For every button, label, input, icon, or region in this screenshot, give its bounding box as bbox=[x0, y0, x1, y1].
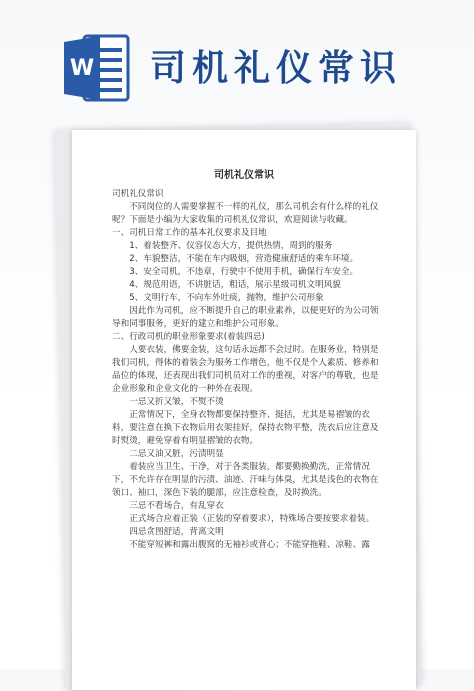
paragraph: 因此作为司机，应不断提升自己的职业素养，以便更好的为公司领导和同事服务，更好的建立和维护公司形象。 bbox=[112, 306, 379, 329]
paragraph: 着装应当卫生、干净，对于各类服装，都要勤换勤洗，正常情况下，不允许存在明显的污渍、油迹、汗味与体臭，尤其是浅色的衣物在领口、袖口，深色下装的腿部，应注意检查，及时换洗。 bbox=[112, 462, 379, 498]
list-item: 3、安全司机，不违章，行驶中不使用手机，确保行车安全。 bbox=[129, 267, 359, 277]
svg-text:W: W bbox=[69, 56, 95, 81]
document-page bbox=[72, 130, 416, 690]
subheading: 三忌不看场合，有乱穿衣 bbox=[129, 501, 224, 511]
paragraph: 人要衣装，佛要金装，这句话永远都不会过时。在服务业，特别是我们司机，得体的着装会为服务工作增色，他不仅是个人素质、修养和品位的体现，还表现出我们司机员对工作的重视，对客户的尊敬，也是企业形象和企业文化的一种外在表现。 bbox=[112, 345, 379, 394]
document-body bbox=[112, 188, 382, 552]
section-heading: 二、行政司机的职业形象要求(着装四忌) bbox=[112, 332, 265, 342]
list-item: 2、车貌整洁，不能在车内吸烟，营造健康舒适的乘车环境。 bbox=[129, 254, 359, 264]
paragraph: 正常情况下，全身衣物都要保持整齐、挺括，尤其是易褶皱的衣料，要注意在换下衣物后用衣架挂好，保持衣物平整，洗衣后应注意及时熨烫，避免穿着有明显褶皱的衣物。 bbox=[112, 410, 379, 446]
paragraph: 正式场合应着正装（正装的穿着要求），特殊场合要按要求着装。 bbox=[129, 514, 375, 524]
list-item: 1、着装整齐、仪容仪态大方，提供热情，周到的服务 bbox=[129, 241, 333, 251]
document-title: 司机礼仪常识 bbox=[150, 48, 403, 89]
word-document-icon bbox=[62, 32, 132, 104]
subheading: 二忌又油又脏，污渍明显 bbox=[129, 449, 224, 459]
page-header bbox=[0, 0, 474, 115]
paragraph: 不能穿短裤和露出腹窝的无袖衫或背心；不能穿拖鞋、凉鞋、露 bbox=[129, 540, 370, 550]
subheading: 四忌贪图舒适，背离文明 bbox=[129, 527, 224, 537]
paragraph: 不同岗位的人需要掌握不一样的礼仪，那么司机会有什么样的礼仪呢？下面是小编为大家收集的司机礼仪常识，欢迎阅读与收藏。 bbox=[112, 202, 379, 225]
subheading: 一忌又折又皱，不熨不烫 bbox=[129, 397, 224, 407]
list-item: 4、规范用语，不讲脏话，粗话，展示星级司机文明风貌 bbox=[129, 280, 341, 290]
paragraph: 司机礼仪常识 bbox=[112, 189, 164, 199]
section-heading: 一、司机日常工作的基本礼仪要求及目地 bbox=[112, 228, 267, 238]
page-heading: 司机礼仪常识 bbox=[214, 170, 274, 181]
list-item: 5、文明行车，不向车外吐痰，抛物，维护公司形象 bbox=[129, 293, 324, 303]
